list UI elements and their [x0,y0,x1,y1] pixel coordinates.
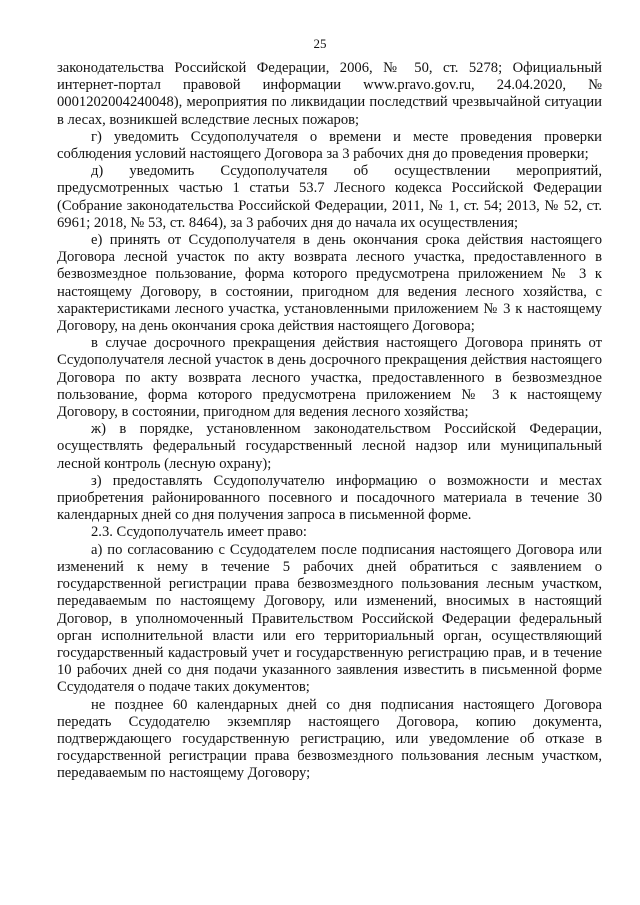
paragraph: з) предоставлять Ссудополучателю информацию о возможности и местах приобретения районированного посевного и посадочного материала в течение 30 календарных дней со дня получения запроса в письменной форме. [57,472,602,524]
paragraph: ж) в порядке, установленном законодательством Российской Федерации, осуществлять федеральный государственный лесной надзор или муниципальный лесной контроль (лесную охрану); [57,421,602,472]
paragraph: не позднее 60 календарных дней со дня подписания настоящего Договора передать Ссудодателю экземпляр настоящего Договора, копию документа, подтверждающего государственную регистрацию, или уведомление об отказе в государственной регистрации права безвозмездного пользования лесным участком, передаваемым по настоящему Договору; [57,696,602,782]
paragraph: д) уведомить Ссудополучателя об осуществлении мероприятий, предусмотренных частью 1 статьи 53.7 Лесного кодекса Российской Федерации (Собрание законодательства Российской Федерации, 2011, № 1, ст. 54; 2013, № 52, ст. 6961; 2018, № 53, ст. 8464), за 3 рабочих дня до начала их осуществления; [57,163,602,231]
page-number: 25 [313,36,327,51]
paragraph: е) принять от Ссудополучателя в день окончания срока действия настоящего Договора лесной участок по акту возврата лесного участка, предоставленного в безвозмездное пользование, форма которого предусмотрена приложением № 3 к настоящему Договору, в состоянии, пригодном для ведения лесного хозяйства, с характеристиками лесного участка, установленными приложением № 3 к настоящему Договору, на день окончания срока действия настоящего Договора; [57,232,602,335]
paragraph: а) по согласованию с Ссудодателем после подписания настоящего Договора или изменений к нему в течение 5 рабочих дней обратиться с заявлением о государственной регистрации права безвозмездного пользования лесным участком, передаваемым по настоящему Договору, или изменений, вносимых в настоящий Договор, в уполномоченный Правительством Российской Федерации федеральный орган исполнительной власти или его территориальный орган, осуществляющий государственный кадастровый учет и государственную регистрацию прав, и в течение 10 рабочих дней со дня подачи указанного заявления известить в письменной форме Ссудодателя о подаче таких документов; [57,541,602,696]
paragraph: в случае досрочного прекращения действия настоящего Договора принять от Ссудополучателя лесной участок в день досрочного прекращения действия настоящего Договора по акту возврата лесного участка, предоставленного в безвозмездное пользование, форма которого предусмотрена приложением № 3 к настоящему Договору, в состоянии, пригодном для ведения лесного хозяйства; [57,335,602,421]
section-heading: 2.3. Ссудополучатель имеет право: [91,524,307,541]
document-body [57,60,602,783]
paragraph: г) уведомить Ссудополучателя о времени и месте проведения проверки соблюдения условий настоящего Договора за 3 рабочих дня до проведения проверки; [57,128,602,163]
paragraph: законодательства Российской Федерации, 2006, № 50, ст. 5278; Официальный интернет-портал правовой информации www.pravo.gov.ru, 24.04.2020, № 0001202004240048), мероприятия по ликвидации последствий чрезвычайной ситуации в лесах, возникшей вследствие лесных пожаров; [57,60,602,128]
